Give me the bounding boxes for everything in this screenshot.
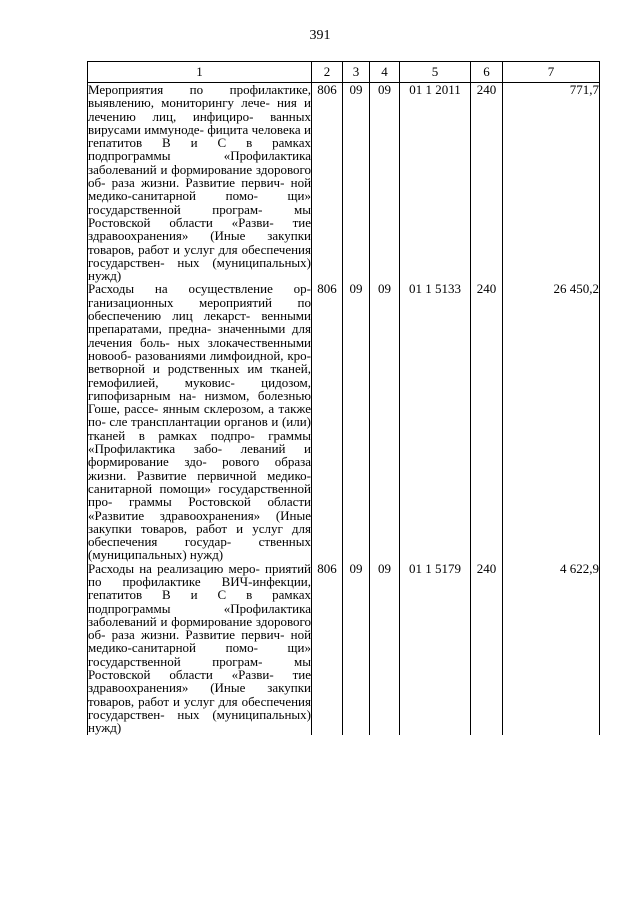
description-line: сле трансплантации органов и xyxy=(109,414,279,430)
description-line: ной медико-санитарной помо- xyxy=(88,627,312,656)
description-line: помощи» государственной про- xyxy=(88,480,311,510)
subsection-code: 09 xyxy=(370,282,400,561)
description-line: закупки товаров, работ и услуг xyxy=(88,680,311,709)
description-line: выявлению, мониторингу лече- xyxy=(88,95,270,111)
description-line: и С в рамках подпрограммы xyxy=(88,135,312,164)
description-line: (Иные закупки товаров, работ и xyxy=(88,507,312,536)
description-line: формирование здорового об- xyxy=(88,613,312,643)
description-line: для обеспечения государствен- xyxy=(88,241,311,270)
expense-type-code: 240 xyxy=(471,83,503,283)
description-line: ванных вирусами иммуноде- xyxy=(88,108,311,137)
description-line: тие здравоохранения» (Иные xyxy=(88,214,311,244)
description-line: цидозом, гипофизарным на- xyxy=(88,374,311,403)
ministry-code: 806 xyxy=(312,282,343,561)
subsection-code: 09 xyxy=(370,83,400,283)
expense-type-code: 240 xyxy=(471,282,503,561)
subsection-code: 09 xyxy=(370,562,400,735)
description-line: тие здравоохранения» (Иные xyxy=(88,667,311,696)
description-line: мы Ростовской области «Разви- xyxy=(88,653,312,683)
description-line: щи» государственной програм- xyxy=(88,188,311,217)
column-header: 4 xyxy=(370,62,400,83)
row-description xyxy=(88,83,312,283)
description-line: для обеспечения государствен- xyxy=(88,693,311,722)
description-line: по обеспечению лиц лекарст- xyxy=(88,294,311,324)
description-line: Расходы на осуществление ор- xyxy=(88,281,311,297)
description-line: ВИЧ-инфекции, гепатитов В и xyxy=(88,573,311,603)
table-row xyxy=(88,282,600,561)
description-line: ных злокачественными новооб- xyxy=(88,334,312,363)
description-line: ния и лечению лиц, инфициро- xyxy=(88,95,311,124)
description-line: «Развитие здравоохранения» xyxy=(88,507,261,523)
row-description xyxy=(88,282,312,561)
target-item-code: 01 1 2011 xyxy=(400,83,471,283)
description-line: формирование здорового об- xyxy=(88,161,312,191)
description-line: раза жизни. Развитие первич- xyxy=(111,175,285,191)
description-line: раза жизни. Развитие первич- xyxy=(111,627,285,643)
table-row xyxy=(88,83,600,283)
description-line: первичной медико-санитарной xyxy=(88,467,311,496)
description-line: «Профилактика заболеваний и xyxy=(88,600,311,629)
description-line: рового образа жизни. Развитие xyxy=(88,454,311,483)
section-code: 09 xyxy=(343,562,370,735)
page-number: 391 xyxy=(309,28,331,43)
column-header: 2 xyxy=(312,62,343,83)
description-line: граммы «Профилактика забо- xyxy=(88,427,311,457)
description-line: ганизационных мероприятий xyxy=(88,294,272,310)
column-header: 3 xyxy=(343,62,370,83)
ministry-code: 806 xyxy=(312,562,343,735)
amount-value: 4 622,9 xyxy=(503,562,600,735)
row-description xyxy=(88,562,312,735)
description-line: (или) тканей в рамках подпро- xyxy=(88,414,311,443)
description-line: щи» государственной програм- xyxy=(88,640,311,669)
amount-value: 771,7 xyxy=(503,83,600,283)
description-line: ных (муниципальных) нужд) xyxy=(88,706,311,736)
column-header: 1 xyxy=(88,62,312,83)
description-line: Расходы на реализацию меро- xyxy=(88,560,260,576)
expense-type-code: 240 xyxy=(471,562,503,735)
description-line: тканей, гемофилией, муковис- xyxy=(88,361,311,390)
description-line: низмом, болезнью Гоше, рассе- xyxy=(88,387,311,417)
description-line: мы Ростовской области «Разви- xyxy=(88,201,312,230)
column-header: 7 xyxy=(503,62,600,83)
description-line: ственных (муниципальных) xyxy=(88,534,311,563)
description-line: «Профилактика заболеваний и xyxy=(88,148,311,177)
amount-value: 26 450,2 xyxy=(503,282,600,561)
description-line: янным склерозом, а также по- xyxy=(88,401,311,430)
description-line: ных (муниципальных) нужд) xyxy=(88,254,311,284)
description-line: нужд) xyxy=(189,547,224,563)
column-header: 6 xyxy=(471,62,503,83)
description-line: фицита человека и гепатитов В xyxy=(88,121,312,151)
description-line: приятий по профилактике xyxy=(88,560,312,589)
description-line: услуг для обеспечения государ- xyxy=(88,520,312,550)
budget-table xyxy=(87,61,600,735)
description-line: С в рамках подпрограммы xyxy=(88,587,311,616)
description-line: значенными для лечения боль- xyxy=(88,321,311,350)
description-line: леваний и формирование здо- xyxy=(88,441,312,470)
section-code: 09 xyxy=(343,282,370,561)
table-row xyxy=(88,562,600,735)
description-line: Мероприятия по профилактике, xyxy=(88,82,311,97)
ministry-code: 806 xyxy=(312,83,343,283)
description-line: ветворной и родственных им xyxy=(88,361,263,377)
description-line: венными препаратами, предна- xyxy=(88,308,311,337)
column-header: 5 xyxy=(400,62,471,83)
description-line: ной медико-санитарной помо- xyxy=(88,175,312,204)
header-row xyxy=(88,62,600,83)
section-code: 09 xyxy=(343,83,370,283)
target-item-code: 01 1 5179 xyxy=(400,562,471,735)
description-line: разованиями лимфоидной, кро- xyxy=(135,347,311,363)
description-line: закупки товаров, работ и услуг xyxy=(88,228,311,257)
description-line: граммы Ростовской области xyxy=(128,494,312,510)
target-item-code: 01 1 5133 xyxy=(400,282,471,561)
